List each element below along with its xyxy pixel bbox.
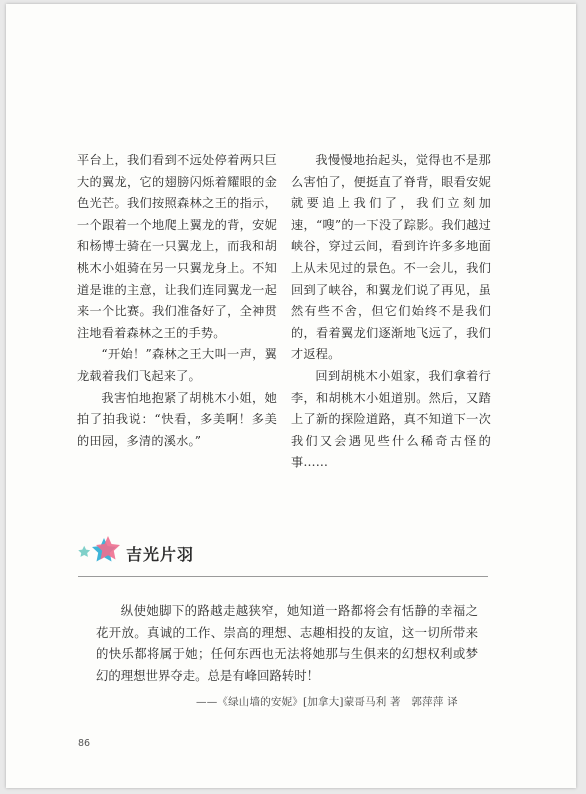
- divider: [78, 576, 488, 577]
- star-icon: [78, 532, 122, 572]
- left-text-column: [77, 150, 277, 452]
- quote-text: 纵使她脚下的路越走越狭窄，她知道一路都将会有恬静的幸福之花开放。真诚的工作、崇高的理想、志趣相投的友谊，这一切所带来的快乐都将属于她；任何东西也无法将她那与生俱来的幻想权利或梦幻的理想世界夺走。总是有峰回路转时！: [96, 603, 478, 683]
- section-header: [78, 532, 488, 580]
- right-text-column: [291, 150, 491, 474]
- paragraph: 我害怕地抱紧了胡桃木小姐，她拍了拍我说：“快看，多美啊！多美的田园，多清的溪水。”: [77, 390, 277, 448]
- paragraph: 平台上，我们看到不远处停着两只巨大的翼龙，它的翅膀闪烁着耀眼的金色光芒。我们按照森林之王的指示，一个跟着一个地爬上翼龙的背，安妮和杨博士骑在一只翼龙上，而我和胡桃木小姐骑在另一只翼龙身上。不知道是谁的主意，让我们连同翼龙一起来一个比赛。我们准备好了，全神贯注地看着森林之王的手势。: [77, 153, 277, 340]
- paragraph: 我慢慢地抬起头，觉得也不是那么害怕了，便挺直了脊背，眼看安妮就要追上我们了，我们立刻加速，“嗖”的一下没了踪影。我们越过峡谷，穿过云间，看到许许多多地面上从未见过的景色。不一会儿，我们回到了峡谷，和翼龙们说了再见，虽然有些不舍，但它们始终不是我们的，看着翼龙们逐渐地飞远了，我们才返程。: [291, 153, 491, 362]
- section-title: 吉光片羽: [126, 545, 195, 564]
- paragraph: “开始！”森林之王大叫一声，翼龙载着我们飞起来了。: [77, 347, 277, 383]
- page-number: 86: [78, 738, 91, 749]
- book-page: [6, 4, 576, 788]
- quote-source: ——《绿山墙的安妮》[加拿大]蒙哥马利 著 郭萍萍 译: [196, 696, 458, 708]
- paragraph: 回到胡桃木小姐家，我们拿着行李，和胡桃木小姐道别。然后，又踏上了新的探险道路，真不知道下一次我们又会遇见些什么稀奇古怪的事……: [291, 368, 491, 470]
